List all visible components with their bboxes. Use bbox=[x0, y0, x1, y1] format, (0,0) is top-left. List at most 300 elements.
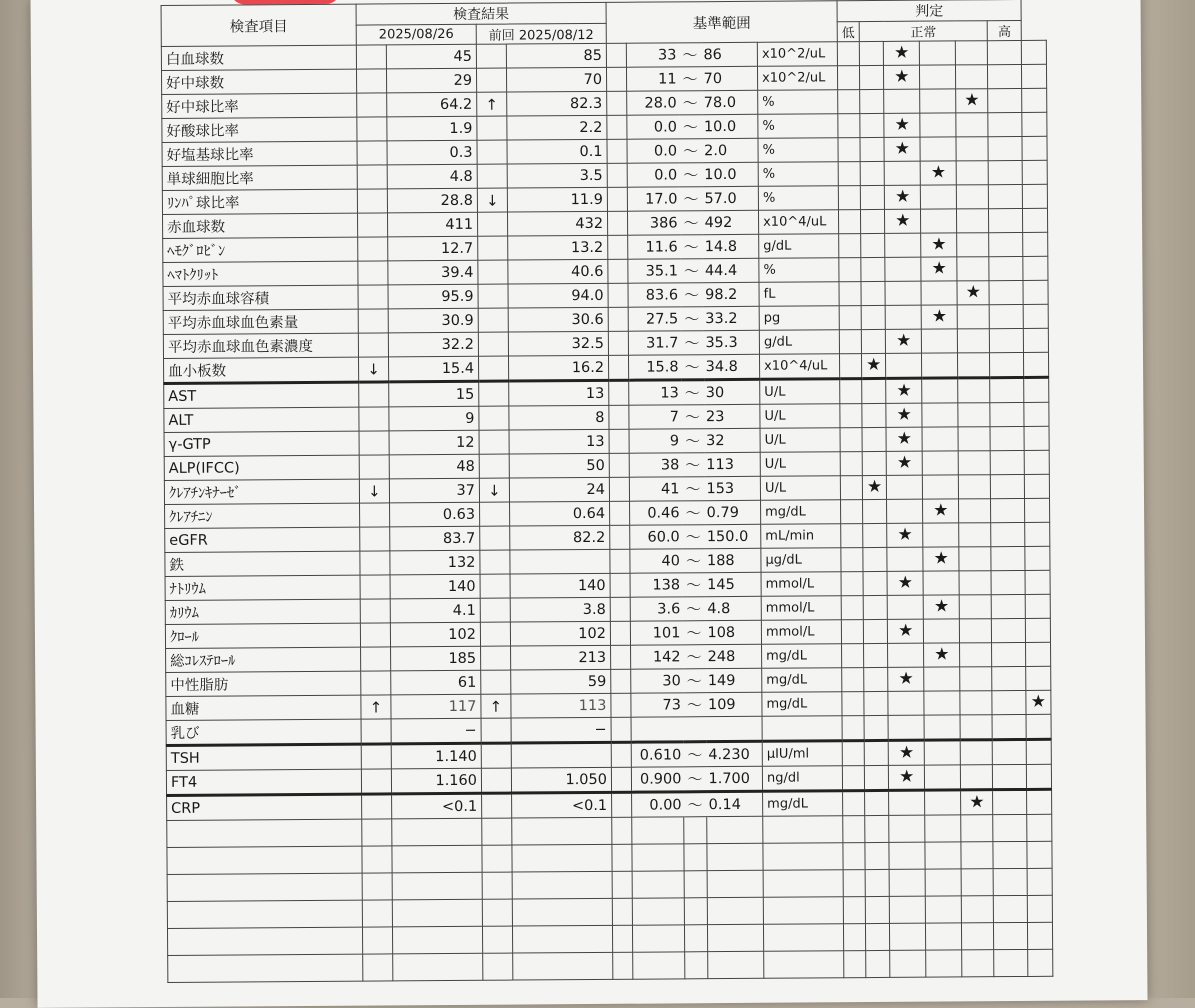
reference-low: 0.00 bbox=[632, 792, 684, 817]
judgement-cell bbox=[923, 475, 959, 499]
empty-cell bbox=[707, 924, 763, 951]
judgement-cell bbox=[1025, 522, 1049, 546]
reference-separator: 〜 bbox=[680, 331, 703, 355]
empty-cell bbox=[890, 896, 926, 923]
reference-high: 0.79 bbox=[705, 500, 761, 524]
judgement-cell bbox=[922, 329, 958, 353]
judgement-cell bbox=[991, 546, 1025, 570]
judgement-cell bbox=[862, 451, 886, 475]
empty-cell bbox=[612, 898, 632, 925]
current-value: 29 bbox=[386, 68, 476, 93]
previous-flag bbox=[481, 743, 511, 768]
reference-high: 1.700 bbox=[706, 766, 762, 791]
test-item-name: ｶﾘｳﾑ bbox=[165, 599, 360, 624]
judgement-cell bbox=[1024, 402, 1048, 426]
judgement-cell bbox=[887, 499, 923, 523]
empty-cell bbox=[612, 817, 632, 844]
judgement-cell bbox=[960, 619, 992, 643]
previous-value: 24 bbox=[509, 477, 609, 502]
previous-flag bbox=[480, 550, 510, 574]
reference-separator: 〜 bbox=[683, 742, 706, 767]
judgement-cell bbox=[958, 427, 990, 451]
empty-cell bbox=[392, 818, 482, 846]
current-value: 1.160 bbox=[391, 768, 481, 794]
judgement-star-icon: ★ bbox=[923, 499, 959, 523]
judgement-cell bbox=[958, 353, 990, 378]
spacer-cell bbox=[840, 404, 862, 428]
reference-unit: % bbox=[758, 90, 838, 115]
current-flag bbox=[357, 117, 387, 141]
empty-cell bbox=[865, 896, 889, 923]
judgement-cell bbox=[922, 403, 958, 427]
empty-cell bbox=[392, 899, 482, 927]
test-item-name: 鉄 bbox=[165, 551, 360, 576]
spacer-cell bbox=[609, 405, 629, 429]
current-flag bbox=[357, 213, 387, 237]
empty-cell bbox=[763, 816, 843, 844]
empty-cell bbox=[962, 923, 994, 950]
current-value: 30.9 bbox=[388, 308, 478, 333]
empty-cell bbox=[926, 950, 962, 977]
spacer-cell bbox=[611, 693, 631, 717]
previous-flag bbox=[479, 454, 509, 478]
judgement-cell bbox=[861, 329, 885, 353]
reference-separator: 〜 bbox=[683, 669, 706, 693]
empty-cell bbox=[512, 898, 612, 926]
judgement-cell bbox=[862, 378, 886, 403]
empty-cell bbox=[708, 951, 764, 978]
current-value: 1.140 bbox=[391, 743, 481, 769]
empty-cell bbox=[962, 950, 994, 977]
empty-cell bbox=[362, 846, 392, 873]
judgement-cell bbox=[992, 618, 1026, 642]
judgement-cell bbox=[1025, 498, 1049, 522]
previous-value: 213 bbox=[511, 645, 611, 670]
empty-cell bbox=[843, 897, 865, 924]
judgement-cell bbox=[991, 570, 1025, 594]
test-item-name: ﾍﾏﾄｸﾘｯﾄ bbox=[163, 261, 358, 286]
spacer-cell bbox=[609, 380, 629, 405]
judgement-cell bbox=[956, 41, 988, 65]
test-item-name: 中性脂肪 bbox=[166, 671, 361, 696]
current-flag bbox=[361, 769, 391, 794]
judgement-cell bbox=[887, 475, 923, 499]
reference-separator: 〜 bbox=[684, 792, 707, 817]
current-flag bbox=[362, 794, 392, 819]
judgement-star-icon: ★ bbox=[888, 667, 924, 691]
test-item-name: 好酸球比率 bbox=[162, 117, 357, 142]
reference-separator: 〜 bbox=[683, 693, 706, 717]
judgement-cell bbox=[864, 691, 888, 715]
reference-low: 30 bbox=[631, 669, 683, 693]
judgement-cell bbox=[1025, 474, 1049, 498]
judgement-cell bbox=[1025, 546, 1049, 570]
current-value: 28.8 bbox=[387, 188, 477, 213]
reference-separator: 〜 bbox=[678, 43, 701, 67]
current-value: 61 bbox=[391, 670, 481, 695]
judgement-cell bbox=[989, 304, 1023, 328]
reference-unit: % bbox=[758, 186, 838, 211]
empty-cell bbox=[890, 950, 926, 977]
current-flag bbox=[359, 431, 389, 455]
reference-low: 0.0 bbox=[627, 139, 679, 163]
previous-flag bbox=[481, 670, 511, 694]
test-item-name: 好中球比率 bbox=[162, 93, 357, 118]
spacer-cell bbox=[840, 379, 862, 404]
empty-cell bbox=[684, 898, 707, 925]
test-item-name: 血小板数 bbox=[164, 357, 359, 383]
current-value: 0.3 bbox=[387, 140, 477, 165]
current-value: 411 bbox=[387, 212, 477, 237]
spacer-cell bbox=[838, 114, 860, 138]
spacer-cell bbox=[606, 43, 626, 67]
judgement-cell bbox=[924, 667, 960, 691]
judgement-cell bbox=[957, 185, 989, 209]
judgement-cell bbox=[859, 41, 883, 65]
spacer-cell bbox=[839, 210, 861, 234]
judgement-cell bbox=[1024, 426, 1048, 450]
previous-flag bbox=[478, 236, 508, 260]
empty-cell bbox=[482, 845, 512, 872]
reference-separator: 〜 bbox=[679, 187, 702, 211]
judgement-cell bbox=[924, 740, 960, 765]
spacer-cell bbox=[607, 91, 627, 115]
judgement-star-icon: ★ bbox=[1026, 690, 1050, 714]
previous-flag bbox=[479, 406, 509, 430]
empty-cell bbox=[612, 844, 632, 871]
reference-separator: 〜 bbox=[680, 235, 703, 259]
test-item-name: FT4 bbox=[166, 769, 361, 795]
spacer-cell bbox=[607, 187, 627, 211]
empty-cell bbox=[865, 842, 889, 869]
judgement-star-icon: ★ bbox=[886, 378, 922, 403]
reference-low: 27.5 bbox=[628, 307, 680, 331]
previous-value: 1.050 bbox=[511, 767, 611, 793]
judgement-cell bbox=[992, 739, 1026, 764]
judgement-cell bbox=[920, 89, 956, 113]
reference-low: 28.0 bbox=[627, 91, 679, 115]
judgement-cell bbox=[1026, 666, 1050, 690]
current-value: 102 bbox=[390, 622, 480, 647]
judgement-cell bbox=[921, 281, 957, 305]
current-flag bbox=[357, 93, 387, 117]
judgement-cell bbox=[1022, 40, 1046, 64]
judgement-cell bbox=[864, 667, 888, 691]
previous-flag bbox=[478, 332, 508, 356]
judgement-cell bbox=[884, 89, 920, 113]
judgement-star-icon: ★ bbox=[884, 65, 920, 89]
judgement-cell bbox=[862, 427, 886, 451]
empty-cell bbox=[889, 842, 925, 869]
judgement-cell bbox=[863, 523, 887, 547]
judgement-cell bbox=[959, 547, 991, 571]
judgement-cell bbox=[887, 595, 923, 619]
judgement-star-icon: ★ bbox=[886, 403, 922, 427]
current-value: 48 bbox=[389, 454, 479, 479]
judgement-cell bbox=[960, 667, 992, 691]
reference-low bbox=[631, 717, 683, 742]
spacer-cell bbox=[838, 90, 860, 114]
empty-cell bbox=[961, 815, 993, 842]
empty-cell bbox=[363, 954, 393, 981]
empty-cell bbox=[843, 816, 865, 843]
empty-cell bbox=[1028, 922, 1052, 949]
reference-unit: mL/min bbox=[761, 524, 841, 549]
judgement-cell bbox=[921, 185, 957, 209]
empty-cell bbox=[632, 871, 684, 898]
judgement-cell bbox=[960, 740, 992, 765]
spacer-cell bbox=[610, 621, 630, 645]
judgement-cell bbox=[991, 594, 1025, 618]
reference-high: 35.3 bbox=[703, 330, 759, 354]
judgement-cell bbox=[864, 765, 888, 790]
empty-cell bbox=[865, 815, 889, 842]
spacer-cell bbox=[841, 548, 863, 572]
reference-high: 113 bbox=[704, 452, 760, 476]
judgement-cell bbox=[990, 352, 1024, 377]
spacer-cell bbox=[611, 742, 631, 767]
test-item-name: ｸﾚｱﾁﾝｷﾅｰｾﾞ bbox=[164, 479, 359, 504]
judgement-cell bbox=[865, 790, 889, 815]
reference-high: 188 bbox=[705, 548, 761, 572]
judgement-cell bbox=[864, 643, 888, 667]
reference-unit: x10^4/uL bbox=[759, 210, 839, 235]
reference-low: 40 bbox=[630, 549, 682, 573]
empty-cell bbox=[167, 846, 362, 874]
reference-low: 0.610 bbox=[631, 742, 683, 767]
current-value: 12.7 bbox=[388, 236, 478, 261]
spacer-cell bbox=[607, 163, 627, 187]
reference-high: 57.0 bbox=[702, 186, 758, 210]
previous-value: 11.9 bbox=[507, 187, 607, 212]
current-value: 15 bbox=[389, 381, 479, 407]
judgement-cell bbox=[959, 475, 991, 499]
reference-unit: mmol/L bbox=[761, 572, 841, 597]
judgement-cell bbox=[1023, 184, 1047, 208]
reference-high: 248 bbox=[706, 644, 762, 668]
empty-cell bbox=[993, 814, 1027, 841]
judgement-cell bbox=[921, 209, 957, 233]
current-value: 132 bbox=[390, 550, 480, 575]
previous-flag bbox=[481, 718, 511, 743]
reference-high: 149 bbox=[706, 668, 762, 692]
judgement-star-icon: ★ bbox=[887, 571, 923, 595]
test-item-name: 平均赤血球血色素量 bbox=[163, 309, 358, 334]
previous-flag bbox=[481, 646, 511, 670]
judgement-cell bbox=[961, 765, 993, 790]
reference-low: 3.6 bbox=[630, 597, 682, 621]
spacer-cell bbox=[609, 477, 629, 501]
reference-separator: 〜 bbox=[682, 621, 705, 645]
empty-cell bbox=[613, 952, 633, 979]
test-item-name: ｸﾛｰﾙ bbox=[165, 623, 360, 648]
spacer-cell bbox=[608, 259, 628, 283]
judgement-cell bbox=[988, 160, 1022, 184]
empty-cell bbox=[483, 953, 513, 980]
judgement-star-icon: ★ bbox=[923, 547, 959, 571]
current-flag bbox=[356, 69, 386, 93]
empty-cell bbox=[362, 900, 392, 927]
judgement-cell bbox=[957, 257, 989, 281]
reference-low: 9 bbox=[629, 429, 681, 453]
current-flag: ↓ bbox=[359, 357, 389, 382]
empty-cell bbox=[961, 842, 993, 869]
judgement-cell bbox=[863, 571, 887, 595]
empty-row bbox=[168, 949, 1053, 982]
empty-cell bbox=[684, 817, 707, 844]
previous-value: 94.0 bbox=[508, 283, 608, 308]
judgement-cell bbox=[886, 353, 922, 378]
spacer-cell bbox=[611, 717, 631, 742]
lab-report-sheet bbox=[30, 0, 1147, 1008]
empty-cell bbox=[763, 924, 843, 952]
reference-low: 83.6 bbox=[628, 283, 680, 307]
judgement-cell bbox=[990, 426, 1024, 450]
current-flag bbox=[360, 575, 390, 599]
judgement-cell bbox=[988, 88, 1022, 112]
judgement-star-icon: ★ bbox=[956, 89, 988, 113]
empty-cell bbox=[612, 871, 632, 898]
previous-value: 102 bbox=[510, 621, 610, 646]
empty-cell bbox=[925, 842, 961, 869]
empty-cell bbox=[632, 817, 684, 844]
spacer-cell bbox=[837, 66, 859, 90]
header-low: 低 bbox=[837, 22, 859, 42]
judgement-star-icon: ★ bbox=[887, 523, 923, 547]
judgement-cell bbox=[888, 715, 924, 740]
current-value: 4.8 bbox=[387, 164, 477, 189]
reference-unit: mg/dL bbox=[762, 644, 842, 669]
judgement-cell bbox=[960, 691, 992, 715]
spacer-cell bbox=[606, 67, 626, 91]
reference-separator bbox=[683, 717, 706, 742]
previous-value: 8 bbox=[509, 405, 609, 430]
spacer-cell bbox=[610, 549, 630, 573]
judgement-cell bbox=[959, 523, 991, 547]
spacer-cell bbox=[842, 741, 864, 766]
spacer-cell bbox=[840, 428, 862, 452]
judgement-star-icon: ★ bbox=[924, 643, 960, 667]
current-value: 140 bbox=[390, 574, 480, 599]
empty-cell bbox=[764, 951, 844, 979]
empty-cell bbox=[763, 897, 843, 925]
judgement-cell bbox=[888, 643, 924, 667]
judgement-cell bbox=[988, 112, 1022, 136]
judgement-cell bbox=[989, 280, 1023, 304]
test-item-name: 乳び bbox=[166, 719, 361, 745]
spacer-cell bbox=[839, 282, 861, 306]
reference-separator: 〜 bbox=[682, 573, 705, 597]
judgement-star-icon: ★ bbox=[961, 790, 993, 815]
reference-separator: 〜 bbox=[680, 307, 703, 331]
empty-cell bbox=[707, 816, 763, 843]
reference-unit: U/L bbox=[760, 404, 840, 429]
judgement-cell bbox=[864, 740, 888, 765]
judgement-cell bbox=[924, 619, 960, 643]
judgement-cell bbox=[959, 595, 991, 619]
judgement-cell bbox=[991, 474, 1025, 498]
empty-cell bbox=[632, 898, 684, 925]
header-current-date: 2025/08/26 bbox=[356, 24, 476, 45]
reference-unit: % bbox=[758, 138, 838, 163]
judgement-cell bbox=[989, 184, 1023, 208]
test-item-name: 平均赤血球容積 bbox=[163, 285, 358, 310]
spacer-cell bbox=[838, 162, 860, 186]
reference-low: 11 bbox=[626, 67, 678, 91]
current-value: 15.4 bbox=[389, 356, 479, 382]
current-value: <0.1 bbox=[392, 793, 482, 819]
judgement-cell bbox=[993, 764, 1027, 789]
current-value: 117 bbox=[391, 694, 481, 719]
judgement-cell bbox=[922, 427, 958, 451]
judgement-cell bbox=[887, 547, 923, 571]
reference-unit: x10^4/uL bbox=[760, 354, 840, 380]
judgement-cell bbox=[959, 571, 991, 595]
empty-cell bbox=[763, 843, 843, 871]
previous-value bbox=[511, 742, 611, 768]
judgement-cell bbox=[1022, 112, 1046, 136]
reference-high: 109 bbox=[706, 692, 762, 716]
empty-cell bbox=[994, 922, 1028, 949]
reference-high: 4.8 bbox=[705, 596, 761, 620]
current-flag bbox=[359, 382, 389, 407]
previous-value: 13.2 bbox=[508, 235, 608, 260]
empty-cell bbox=[707, 870, 763, 897]
reference-low: 101 bbox=[630, 621, 682, 645]
judgement-cell bbox=[1024, 377, 1048, 402]
judgement-cell bbox=[957, 209, 989, 233]
judgement-star-icon: ★ bbox=[921, 305, 957, 329]
previous-flag bbox=[481, 768, 511, 793]
judgement-cell bbox=[990, 450, 1024, 474]
empty-cell bbox=[843, 924, 865, 951]
empty-cell bbox=[994, 895, 1028, 922]
reference-unit: mmol/L bbox=[761, 596, 841, 621]
test-item-name: 血糖 bbox=[166, 695, 361, 720]
judgement-cell bbox=[885, 281, 921, 305]
spacer-cell bbox=[838, 138, 860, 162]
reference-high: 70 bbox=[702, 66, 758, 90]
judgement-cell bbox=[862, 403, 886, 427]
empty-cell bbox=[926, 896, 962, 923]
reference-high: 0.14 bbox=[707, 791, 763, 816]
judgement-star-icon: ★ bbox=[884, 113, 920, 137]
reference-unit: μg/dL bbox=[761, 548, 841, 573]
reference-high: 33.2 bbox=[703, 306, 759, 330]
spacer-cell bbox=[842, 766, 864, 791]
previous-value: 0.64 bbox=[510, 501, 610, 526]
empty-cell bbox=[962, 896, 994, 923]
previous-flag bbox=[479, 356, 509, 381]
judgement-cell bbox=[957, 305, 989, 329]
reference-unit: % bbox=[758, 162, 838, 187]
reference-high: 78.0 bbox=[702, 90, 758, 114]
reference-high: 145 bbox=[705, 572, 761, 596]
current-flag bbox=[358, 261, 388, 285]
previous-value: − bbox=[511, 717, 611, 743]
reference-unit: U/L bbox=[760, 476, 840, 501]
previous-flag bbox=[480, 526, 510, 550]
reference-unit: x10^2/uL bbox=[757, 66, 837, 91]
judgement-cell bbox=[889, 790, 925, 815]
current-flag bbox=[360, 503, 390, 527]
previous-flag bbox=[478, 284, 508, 308]
judgement-cell bbox=[1024, 352, 1048, 377]
header-previous-date: 前回 2025/08/12 bbox=[476, 23, 606, 44]
judgement-cell bbox=[924, 715, 960, 740]
judgement-cell bbox=[958, 378, 990, 403]
header-item: 検査項目 bbox=[161, 4, 356, 46]
